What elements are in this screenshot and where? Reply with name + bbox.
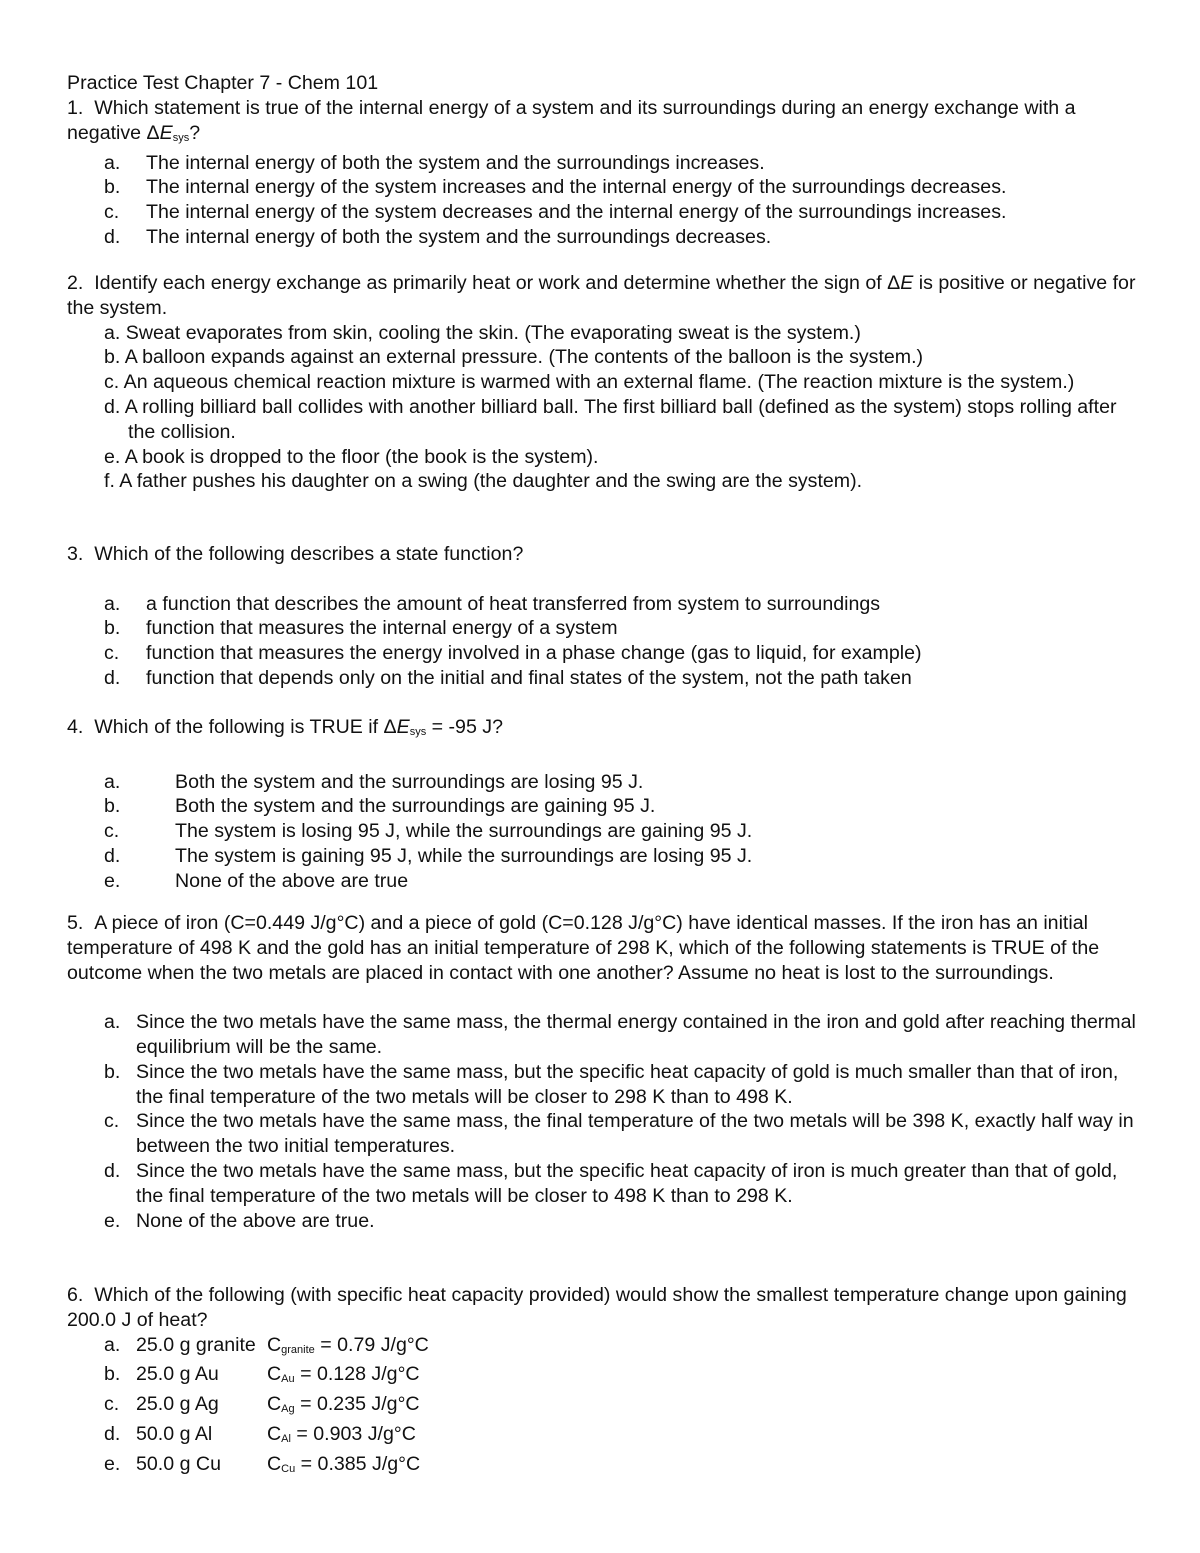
option-6b: b. 25.0 g Au $C_{Au} = 0.128$ J/g°C <box>104 1363 420 1386</box>
question-6 <box>67 1283 1142 1482</box>
question-4 <box>67 715 1142 894</box>
option-5e: e. None of the above are true. <box>104 1209 375 1232</box>
option-4d: d. The system is gaining 95 J, while the surroundings are losing 95 J. <box>104 844 753 867</box>
option-3c: c. function that measures the energy involved in a phase change (gas to liquid, for example) <box>104 642 922 665</box>
page-title: Practice Test Chapter 7 - Chem 101 <box>67 72 379 94</box>
question-2-options <box>67 321 1142 495</box>
option-2d: d. A rolling billiard ball collides with another billiard ball. The first billiard ball (defined as the system) stops rolling after the collision. <box>104 395 1117 443</box>
option-2b: b. A balloon expands against an external pressure. (The contents of the balloon is the system.) <box>104 346 924 369</box>
option-6c: c. 25.0 g Ag $C_{Ag} = 0.235$ J/g°C <box>104 1393 420 1416</box>
question-1-options <box>67 151 1142 250</box>
option-4c: c. The system is losing 95 J, while the surroundings are gaining 95 J. <box>104 820 753 843</box>
question-3-options <box>67 592 1142 691</box>
question-5-stem: 5. A piece of iron (C=0.449 J/g°C) and a piece of gold (C=0.128 J/g°C) have identical masses. If the iron has an initial temperature of 498 K and the gold has an initial temperature of 298 K, which of the following statements is TRUE of the outcome when the two metals are placed in contact with one another? Assume no heat is lost to the surroundings. <box>67 912 1100 984</box>
option-2a: a. Sweat evaporates from skin, cooling the skin. (The evaporating sweat is the system.) <box>104 321 861 344</box>
question-6-stem: 6. Which of the following (with specific heat capacity provided) would show the smallest temperature change upon gaining 200.0 J of heat? <box>67 1284 1127 1331</box>
question-1 <box>67 96 1142 250</box>
option-3b: b. function that measures the internal energy of a system <box>104 617 618 640</box>
question-2 <box>67 271 1142 494</box>
option-2e: e. A book is dropped to the floor (the book is the system). <box>104 445 599 468</box>
option-4b: b. Both the system and the surroundings are gaining 95 J. <box>104 795 656 818</box>
option-1a: a. The internal energy of both the system and the surroundings increases. <box>104 151 765 174</box>
option-4a: a. Both the system and the surroundings are losing 95 J. <box>104 770 644 793</box>
option-2f: f. A father pushes his daughter on a swing (the daughter and the swing are the system). <box>104 470 863 493</box>
question-4-stem: 4. Which of the following is TRUE if $\Delta E_{sys} = -95$ J? <box>67 716 503 738</box>
option-6d: d. 50.0 g Al $C_{Al} = 0.903$ J/g°C <box>104 1422 416 1445</box>
option-6a: a. 25.0 g granite $C_{granite} = 0.79$ J/g°C <box>104 1333 429 1356</box>
option-5d: d. Since the two metals have the same mass, but the specific heat capacity of iron is much greater than that of gold, the final temperature of the two metals will be closer to 498 K than to 298 K. <box>104 1159 1118 1207</box>
question-3-stem: 3. Which of the following describes a state function? <box>67 543 524 565</box>
option-1b: b. The internal energy of the system increases and the internal energy of the surroundings decreases. <box>104 176 1007 199</box>
question-5-options <box>67 1010 1142 1233</box>
option-5b: b. Since the two metals have the same mass, but the specific heat capacity of gold is much smaller than that of iron, the final temperature of the two metals will be closer to 298 K than to 498 K. <box>104 1060 1119 1108</box>
question-5 <box>67 911 1142 1233</box>
option-1d: d. The internal energy of both the system and the surroundings decreases. <box>104 225 772 248</box>
option-3d: d. function that depends only on the initial and final states of the system, not the path taken <box>104 666 912 689</box>
option-2c: c. An aqueous chemical reaction mixture is warmed with an external flame. (The reaction mixture is the system.) <box>104 371 1075 394</box>
option-6e: e. 50.0 g Cu $C_{Cu} = 0.385$ J/g°C <box>104 1452 421 1475</box>
option-1c: c. The internal energy of the system decreases and the internal energy of the surroundings increases. <box>104 201 1007 224</box>
option-4e: e. None of the above are true <box>104 869 409 892</box>
option-3a: a. a function that describes the amount of heat transferred from system to surroundings <box>104 592 881 615</box>
question-6-options <box>67 1333 1142 1482</box>
question-2-stem: 2. Identify each energy exchange as primarily heat or work and determine whether the sign of ΔE is positive or negative for the system. <box>67 272 1136 319</box>
option-5a: a. Since the two metals have the same mass, the thermal energy contained in the iron and gold after reaching thermal equilibrium will be the same. <box>104 1011 1136 1058</box>
question-1-stem: 1. Which statement is true of the internal energy of a system and its surroundings during an energy exchange with a negative $\Delta E_{sys}$? <box>67 97 1076 144</box>
option-5c: c. Since the two metals have the same mass, the final temperature of the two metals will be 398 K, exactly half way in between the two initial temperatures. <box>104 1110 1134 1158</box>
question-3 <box>67 542 1142 691</box>
question-4-options <box>67 770 1142 894</box>
